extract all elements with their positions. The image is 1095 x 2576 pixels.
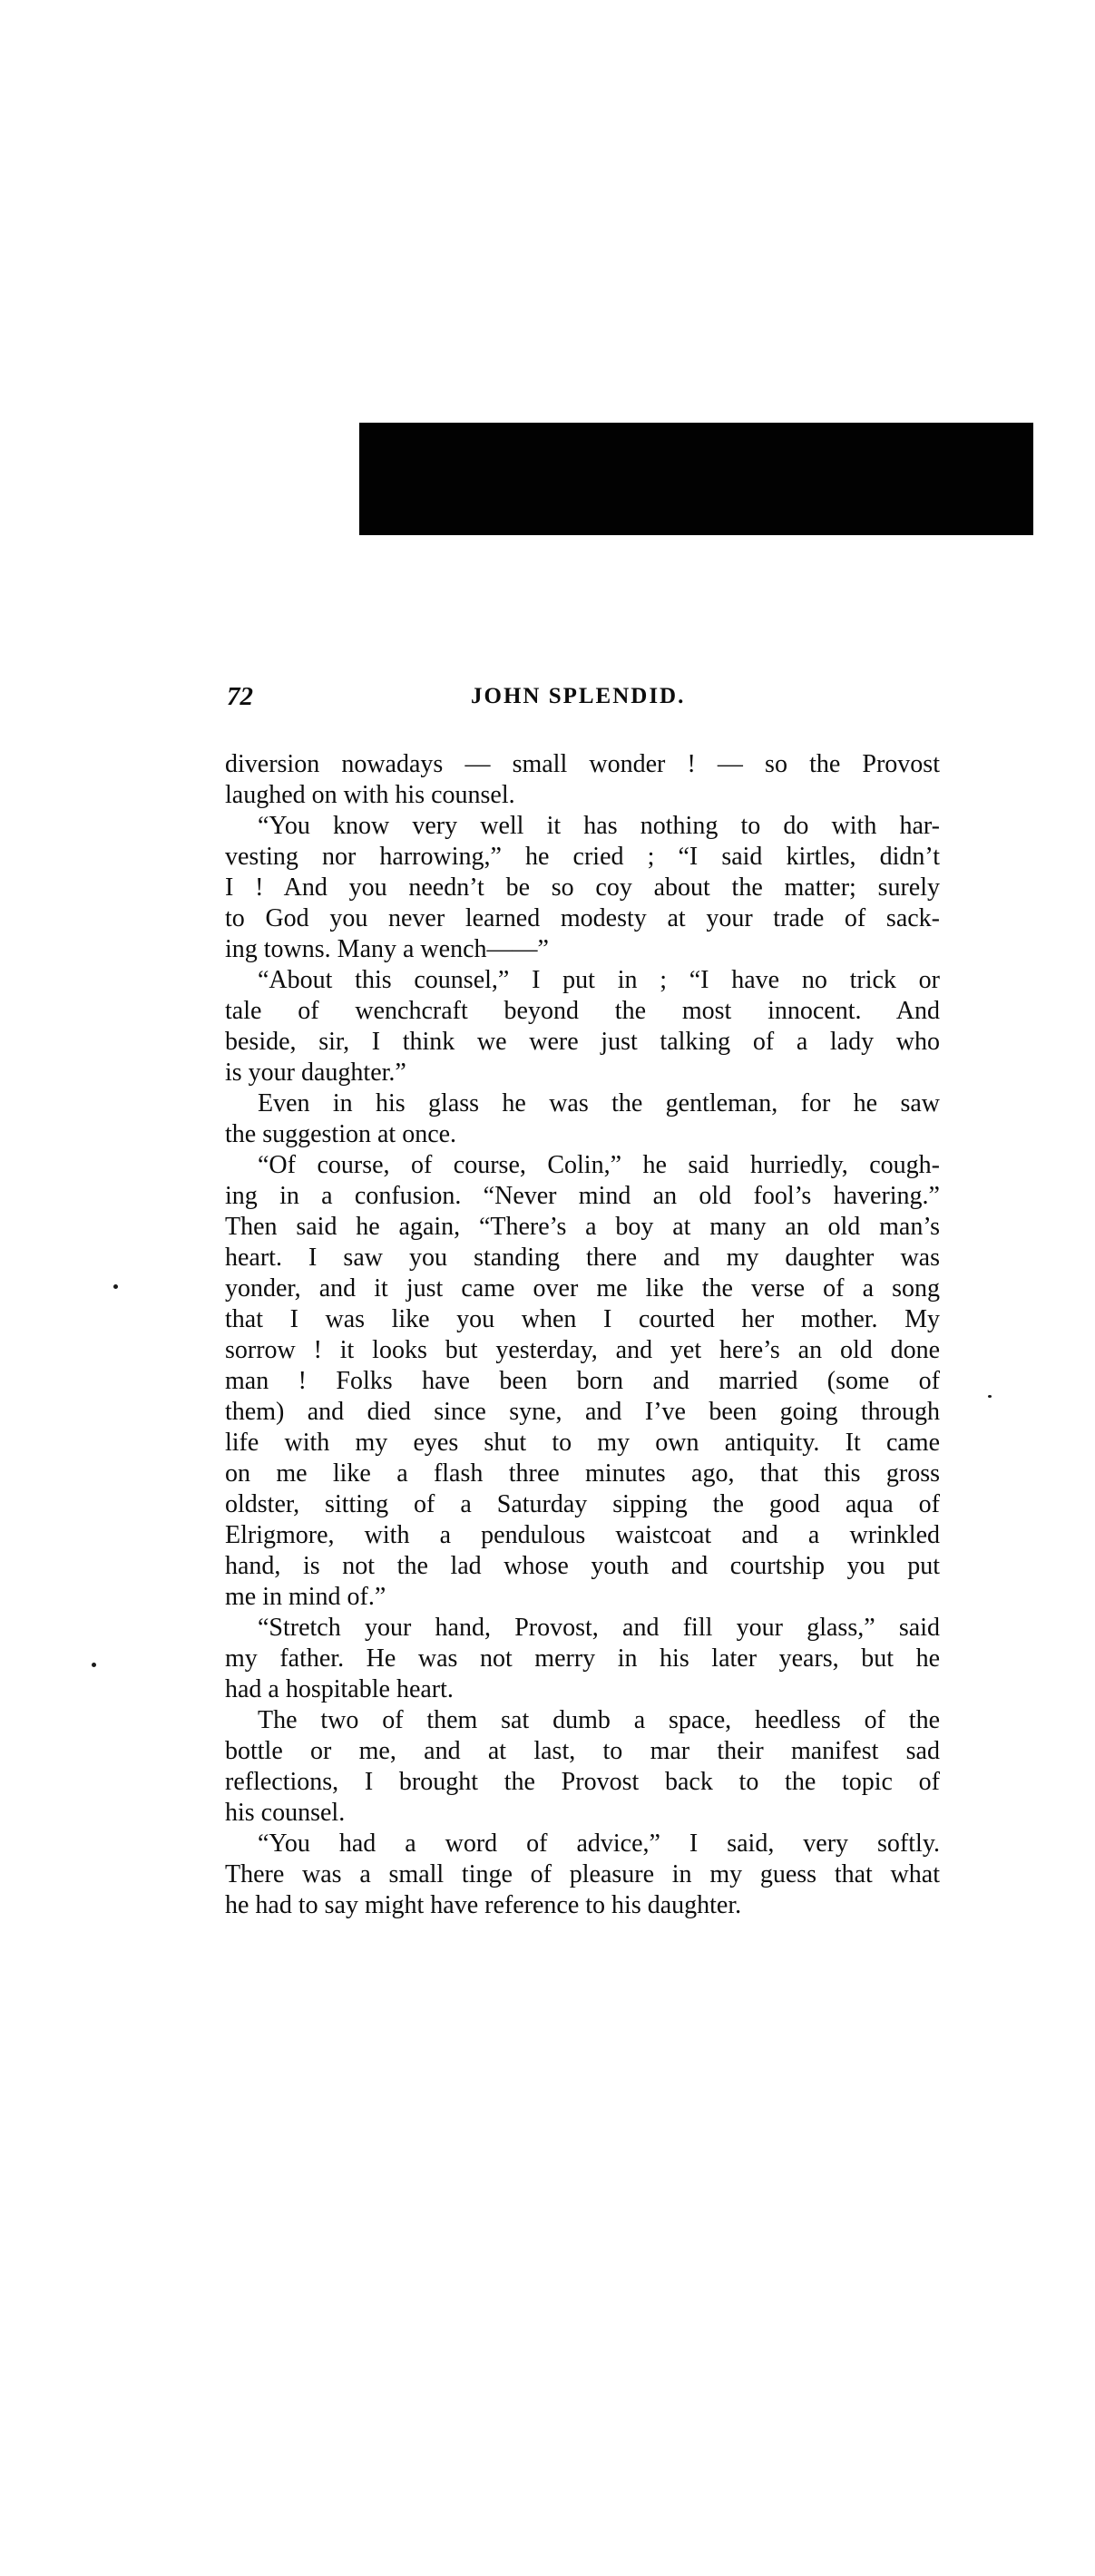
text-line: ing in a confusion. “Never mind an old fool’s havering.” — [225, 1182, 940, 1210]
text-line: is your daughter.” — [225, 1059, 406, 1087]
text-line: oldster, sitting of a Saturday sipping the good aqua of — [225, 1490, 940, 1518]
text-line: vesting nor harrowing,” he cried ; “I said kirtles, didn’t — [225, 843, 940, 871]
text-line: The two of them sat dumb a space, heedless of the — [258, 1706, 940, 1734]
running-head — [225, 682, 940, 718]
text-line: his counsel. — [225, 1799, 346, 1827]
text-line: ing towns. Many a wench——” — [225, 935, 549, 963]
text-line: “Of course, of course, Colin,” he said hurriedly, cough- — [258, 1151, 940, 1179]
text-line: “About this counsel,” I put in ; “I have no trick or — [258, 966, 940, 994]
text-line: Even in his glass he was the gentleman, for he saw — [258, 1089, 940, 1117]
text-line: “Stretch your hand, Provost, and fill your glass,” said — [258, 1614, 940, 1642]
text-line: There was a small tinge of pleasure in my guess that what — [225, 1860, 940, 1888]
text-line: man ! Folks have been born and married (some of — [225, 1367, 940, 1395]
text-line: my father. He was not merry in his later years, but he — [225, 1644, 940, 1673]
text-line: diversion nowadays — small wonder ! — so the Provost — [225, 750, 940, 778]
text-line: sorrow ! it looks but yesterday, and yet here’s an old done — [225, 1336, 940, 1364]
text-line: laughed on with his counsel. — [225, 781, 515, 809]
text-line: hand, is not the lad whose youth and courtship you put — [225, 1552, 940, 1580]
print-speck — [92, 1663, 96, 1667]
text-line: on me like a flash three minutes ago, that this gross — [225, 1459, 940, 1488]
text-line: the suggestion at once. — [225, 1120, 457, 1148]
redaction-bar — [359, 423, 1033, 535]
text-line: bottle or me, and at last, to mar their manifest sad — [225, 1737, 940, 1765]
text-line: he had to say might have reference to his daughter. — [225, 1891, 742, 1919]
book-title: JOHN SPLENDID. — [471, 684, 686, 708]
text-line: life with my eyes shut to my own antiquity. It came — [225, 1429, 940, 1457]
body-text — [225, 749, 940, 1921]
text-line: I ! And you needn’t be so coy about the matter; surely — [225, 873, 940, 902]
print-speck — [988, 1395, 992, 1398]
text-line: heart. I saw you standing there and my daughter was — [225, 1244, 940, 1272]
text-line: Then said he again, “There’s a boy at many an old man’s — [225, 1213, 940, 1241]
text-line: beside, sir, I think we were just talking of a lady who — [225, 1028, 940, 1056]
text-line: them) and died since syne, and I’ve been going through — [225, 1398, 940, 1426]
text-line: tale of wenchcraft beyond the most innocent. And — [225, 997, 940, 1025]
text-line: me in mind of.” — [225, 1583, 386, 1611]
text-line: Elrigmore, with a pendulous waistcoat and a wrinkled — [225, 1521, 940, 1549]
text-line: that I was like you when I courted her mother. My — [225, 1305, 940, 1333]
text-line: had a hospitable heart. — [225, 1675, 454, 1703]
print-speck — [113, 1284, 118, 1289]
page-number: 72 — [227, 682, 253, 711]
text-line: “You had a word of advice,” I said, very softly. — [258, 1830, 940, 1858]
text-line: “You know very well it has nothing to do with har- — [258, 812, 940, 840]
text-line: yonder, and it just came over me like the verse of a song — [225, 1274, 940, 1303]
text-line: to God you never learned modesty at your trade of sack- — [225, 904, 940, 932]
text-line: reflections, I brought the Provost back to the topic of — [225, 1768, 940, 1796]
